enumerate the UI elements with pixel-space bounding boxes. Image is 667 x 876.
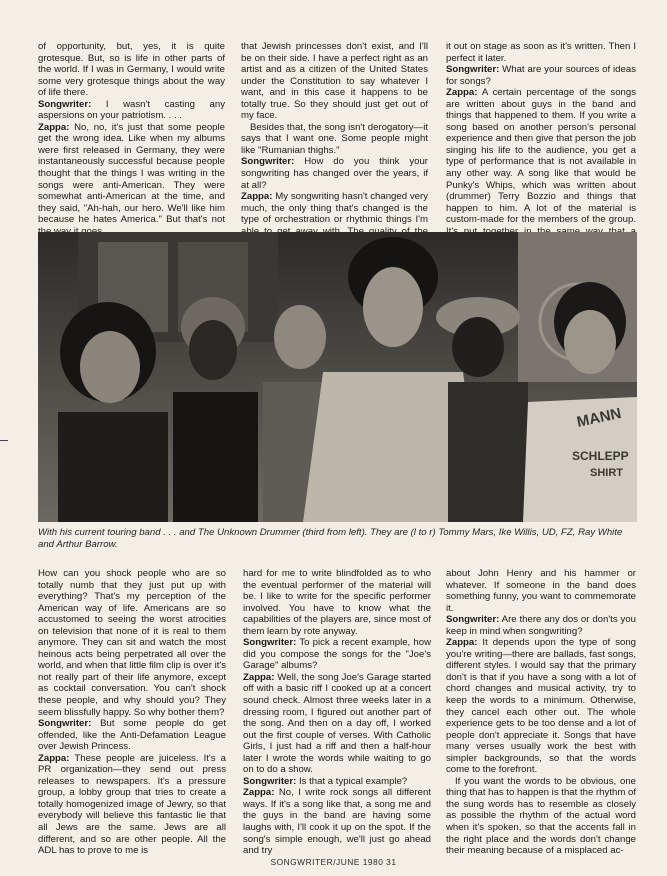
page-footer: SONGWRITER/JUNE 1980 31	[270, 857, 397, 867]
paragraph-text: hard for me to write blindfolded as to who the eventual performer of the material will be. I like to write for the specific performer involved. You have to know what the capabilities of the players are, since most of them learn by rote anyway.	[243, 568, 431, 637]
paragraph-text: A certain percentage of the songs are written about guys in the band and things that happened to them. If you write a song based on another person's personal experience and then give that person the job singing his life to the audience, you get a type of performance that is not available in any other way. A song like that would be Punky's Whips, which was written about (drummer) Terry Bozzio and things that happen to him. A lot of the material is custom-made for the members of the group.	[446, 87, 636, 226]
paragraph-text: How can you shock people who are so totally numb that they just put up with everything? That's my perception of the American way of life. Americans are so accustomed to seeing the worst atrocities on television that none of it is real to them anymore. They can sit and watch the most heinous acts being perpetrated all over the world, and when that little film clip is over it's not really part of their life anymore, except as cocktail conversation. You can't shock these people, and why should you? They seem blissfully happy. So why bother them?	[38, 568, 226, 718]
paragraph	[38, 99, 225, 122]
shirt-text-2: SCHLEPP	[572, 449, 629, 463]
paragraph	[38, 718, 226, 753]
bottom-column-2	[243, 568, 431, 857]
paragraph	[446, 776, 636, 857]
speaker-label: Songwriter:	[38, 98, 92, 110]
paragraph	[446, 87, 636, 249]
paragraph	[243, 776, 431, 788]
paragraph-text: it out on stage as soon as it's written. Then I perfect it later.	[446, 41, 636, 64]
speaker-label: Zappa:	[446, 637, 478, 649]
paragraph	[38, 122, 225, 237]
paragraph-text: about John Henry and his hammer or whatever. If someone in the band does something funny, you want to commemorate it.	[446, 568, 636, 614]
bottom-column-3	[446, 568, 636, 857]
paragraph-text: No, I write rock songs all different ways. If it's a song like that, a song me and the guys in the band are having some laughs with, I'll cook it up on the spot. If the song's simple enough, we'll just go ahead and try	[243, 787, 431, 857]
paragraph-text: Are there any dos or don'ts you keep in mind when songwriting?	[446, 614, 636, 637]
paragraph	[243, 672, 431, 776]
band-photo-illustration	[38, 232, 637, 522]
speaker-label: Zappa:	[446, 87, 478, 99]
paragraph	[446, 614, 636, 637]
speaker-label: Zappa:	[243, 787, 275, 799]
shirt-text-3: SHIRT	[590, 467, 623, 479]
speaker-label: Zappa:	[241, 191, 273, 203]
paragraph	[38, 568, 226, 718]
paragraph-text: If you want the words to be obvious, one thing that has to happen is that the rhythm of the sung words has to resemble as closely as possible the rhythm of the actual word when it's spoken, so that the accents fall in the right place and the words don't change their meaning because of a misplaced ac-	[446, 775, 636, 857]
paragraph	[446, 41, 636, 64]
paragraph-text: It depends upon the type of song you're writing—there are ballads, fast songs, different styles. I would say that the primary don't is that if you have a song with a lot of chord changes and musical activity, try to keep the words to a minimum. Otherwise, they cancel each other out. The whole experience gets to be too dense and a lot of people don't appreciate it. Songs that have many verses usually work the best with simpler backgrounds, so that the words come to the forefront.	[446, 637, 636, 776]
margin-tick	[0, 440, 8, 441]
paragraph-text: that Jewish princesses don't exist, and I'll be on their side. I have a perfect right as an artist and as a citizen of the United States under the Constitution to say whatever I want, and in this case it happens to be totally true. So they should just get out of my face.	[241, 41, 428, 122]
paragraph	[446, 568, 636, 614]
speaker-label: Songwriter:	[446, 614, 500, 626]
paragraph	[243, 637, 431, 672]
paragraph	[243, 787, 431, 856]
paragraph-text: I wasn't casting any aspersions on your patriotism. . . .	[38, 98, 225, 122]
paragraph-text: But some people do get offended, like the Anti-Defamation League over Jewish Princess.	[38, 718, 226, 753]
speaker-label: Zappa:	[38, 121, 70, 133]
paragraph-text: Well, the song Joe's Garage started off with a basic riff I cooked up at a concert sound check. Almost three weeks later in a dressing room, I figured out another part of the song. And then on a day off, I worked out the first couple of verses. With Catholic Girls, I just had a riff and then a half-hour later I wrote the words while waiting to go on to do a show.	[243, 671, 431, 776]
speaker-label: Songwriter:	[446, 64, 500, 76]
paragraph	[446, 637, 636, 776]
paragraph	[241, 41, 428, 122]
paragraph	[446, 64, 636, 87]
paragraph	[38, 41, 225, 99]
paragraph-text: These people are juiceless. It's a PR organization—they send out press releases to newspapers. It's a pressure group, a lobby group that tries to create a totally homogenized image of Jewry, so that everybody will believe this fantastic lie that all Jews are the same. Jews are all different, and so are other people. All the ADL has to prove to me is	[38, 752, 226, 857]
speaker-label: Zappa:	[243, 671, 275, 683]
speaker-label: Songwriter:	[38, 718, 92, 730]
band-photo	[38, 232, 637, 522]
speaker-label: Songwriter:	[243, 637, 297, 649]
photo-caption: With his current touring band . . . and The Unknown Drummer (third from left). They are (l to r) Tommy Mars, Ike Willis, UD, FZ, Ray White and Arthur Barrow.	[38, 527, 623, 550]
paragraph-text: To pick a recent example, how did you compose the songs for the "Joe's Garage" albums?	[243, 637, 431, 672]
paragraph-text: What are your sources of ideas for songs?	[446, 64, 636, 87]
speaker-label: Songwriter:	[243, 775, 297, 787]
paragraph-text: Besides that, the song isn't derogatory—it says that I want one. Some people might like "Rumanian thighs."	[241, 121, 428, 156]
paragraph-text: My songwriting hasn't changed very much, the only thing that's changed is the type of orchestration or rhythmic things I'm	[241, 191, 428, 226]
paragraph	[241, 122, 428, 157]
speaker-label: Zappa:	[38, 752, 70, 764]
paragraph-text: How do you think your songwriting has changed over the years, if at all?	[241, 156, 428, 191]
bottom-column-1	[38, 568, 226, 857]
speaker-label: Songwriter:	[241, 156, 295, 168]
paragraph	[38, 753, 226, 857]
paragraph-text: No, no, it's just that some people get the wrong idea. Like when my albums were first released in Germany, they were instantaneously successful because people thought that the things I was writing in the songs were anti-American. They were somewhat anti-American at the time, and they said, "Ah-hah, our hero. We'll like him because he hates America." But that's not	[38, 121, 225, 226]
paragraph	[241, 156, 428, 191]
paragraph-text: of opportunity, but, yes, it is quite grotesque. But, so is life in other parts of the world. If I was in Germany, I would write some very grotesque things about the way of life there.	[38, 41, 225, 99]
top-column-3	[446, 41, 636, 249]
paragraph-text: Is that a typical example?	[296, 775, 408, 787]
shirt-text-1: MANN	[575, 404, 623, 431]
paragraph	[243, 568, 431, 637]
